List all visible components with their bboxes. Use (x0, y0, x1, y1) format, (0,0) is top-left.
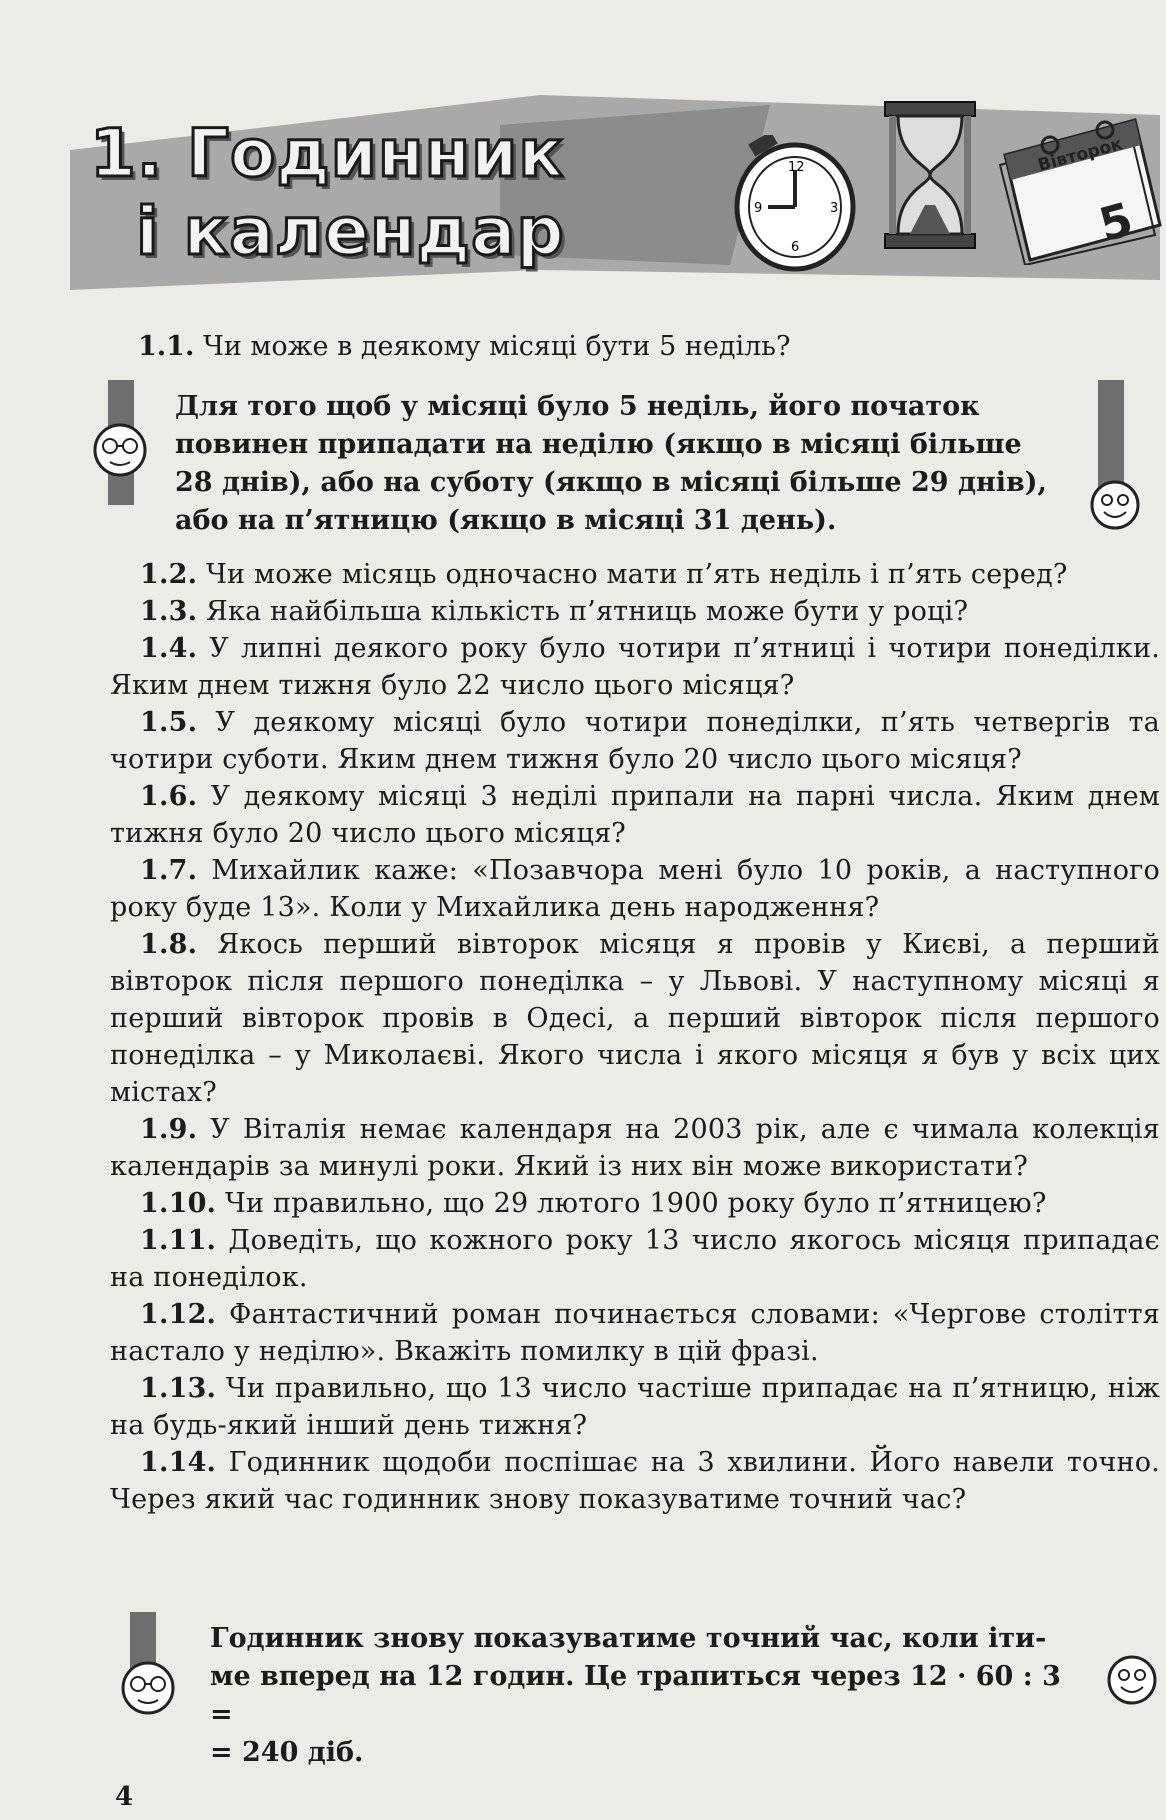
problem-text: У деякому місяці було чотири понеділки, п’ять четвергів та чотири суботи. Яким днем тижня було 20 число цього місяця? (110, 707, 1160, 775)
problem-number: 1.6. (140, 781, 198, 812)
answer-line: 28 днів), або на суботу (якщо в місяці більше 29 днів), (175, 467, 1047, 498)
svg-text:6: 6 (791, 240, 800, 255)
problem-1-3 (110, 593, 1160, 630)
problem-1-1 (138, 328, 790, 365)
answer-line: ме вперед на 12 годин. Це трапиться через 12 · 60 : 3 = (210, 1661, 1061, 1730)
problem-1-7 (110, 852, 1160, 926)
problem-1-11 (110, 1222, 1160, 1296)
glasses-face-icon (90, 420, 150, 480)
problem-1-13 (110, 1370, 1160, 1444)
answer-line: Годинник знову показуватиме точний час, коли іти- (210, 1623, 1047, 1654)
glasses-face-icon (118, 1658, 178, 1718)
problem-text: Доведіть, що кожного року 13 число якогось місяця припадає на понеділок. (110, 1225, 1160, 1293)
svg-text:12: 12 (788, 160, 805, 175)
chapter-title (90, 115, 565, 271)
problem-1-6 (110, 778, 1160, 852)
svg-text:3: 3 (830, 201, 839, 216)
problem-number: 1.14. (140, 1447, 217, 1478)
calendar-day-label: Вівторок (1035, 134, 1125, 176)
problem-list (110, 556, 1160, 1518)
answer-1-1 (175, 388, 1085, 540)
problem-text: Чи правильно, що 13 число частіше припадає на п’ятницю, ніж на будь-який інший день тижня? (110, 1373, 1160, 1441)
title-line-1: 1. Годинник (90, 115, 565, 192)
answer-1-14 (210, 1620, 1090, 1772)
problem-text: Михайлик каже: «Позавчора мені було 10 років, а наступного року буде 13». Коли у Михайлика день народження? (110, 855, 1160, 923)
problem-number: 1.13. (140, 1373, 217, 1404)
alarm-clock-icon (730, 135, 860, 275)
problem-1-9 (110, 1111, 1160, 1185)
problem-number: 1.2. (140, 559, 198, 590)
problem-number: 1.8. (140, 929, 198, 960)
problem-number: 1.10. (140, 1188, 217, 1219)
smiling-face-icon (1088, 478, 1143, 533)
problem-text: Чи може в деякому місяці бути 5 неділь? (202, 331, 791, 362)
problem-number: 1.12. (140, 1299, 217, 1330)
smiling-face-icon (1105, 1650, 1160, 1710)
problem-1-8 (110, 926, 1160, 1111)
problem-1-14 (110, 1444, 1160, 1518)
problem-text: Годинник щодоби поспішає на 3 хвилини. Його навели точно. Через який час годинник знову показуватиме точний час? (110, 1447, 1160, 1515)
problem-1-12 (110, 1296, 1160, 1370)
problem-number: 1.4. (140, 633, 198, 664)
problem-number: 1.1. (138, 331, 195, 362)
problem-1-10 (110, 1185, 1160, 1222)
hourglass-icon (880, 100, 980, 250)
problem-number: 1.5. (140, 707, 198, 738)
problem-number: 1.7. (140, 855, 198, 886)
problem-text: Якось перший вівторок місяця я провів у Києві, а перший вівторок після першого понеділка – у Львові. У наступному місяці я перший вівторок провів в Одесі, а перший вівторок після першого понеділка – у Миколаєві. Якого числа і якого місяця я був у всіх цих містах? (110, 929, 1160, 1108)
problem-text: Чи правильно, що 29 лютого 1900 року було п’ятницею? (224, 1188, 1047, 1219)
problem-number: 1.3. (140, 596, 198, 627)
problem-text: У липні деякого року було чотири п’ятниці і чотири понеділки. Яким днем тижня було 22 число цього місяця? (110, 633, 1160, 701)
title-line-2: і календар (136, 193, 565, 270)
calendar-icon (995, 115, 1165, 269)
answer-line: Для того щоб у місяці було 5 неділь, його початок (175, 391, 980, 422)
calendar-day-number: 5 (1093, 191, 1139, 253)
answer-line: = 240 діб. (210, 1737, 364, 1768)
page-number: 4 (115, 1782, 134, 1812)
problem-text: Яка найбільша кількість п’ятниць може бути у році? (205, 596, 969, 627)
problem-text: Фантастичний роман починається словами: «Чергове століття настало у неділю». Вкажіть помилку в цій фразі. (110, 1299, 1160, 1367)
answer-line: повинен припадати на неділю (якщо в місяці більше (175, 429, 1022, 460)
problem-1-5 (110, 704, 1160, 778)
problem-text: У Віталія немає календаря на 2003 рік, але є чимала колекція календарів за минулі роки. Який із них він може використати? (110, 1114, 1160, 1182)
problem-number: 1.11. (140, 1225, 217, 1256)
chapter-header (70, 95, 1160, 295)
problem-text: У деякому місяці 3 неділі припали на парні числа. Яким днем тижня було 20 число цього місяця? (110, 781, 1160, 849)
problem-1-4 (110, 630, 1160, 704)
answer-line: або на п’ятницю (якщо в місяці 31 день). (175, 505, 837, 536)
calendar-pages (995, 115, 1165, 265)
problem-number: 1.9. (140, 1114, 198, 1145)
problem-1-2 (110, 556, 1160, 593)
problem-text: Чи може місяць одночасно мати п’ять неділь і п’ять серед? (205, 559, 1068, 590)
svg-text:9: 9 (754, 201, 763, 216)
